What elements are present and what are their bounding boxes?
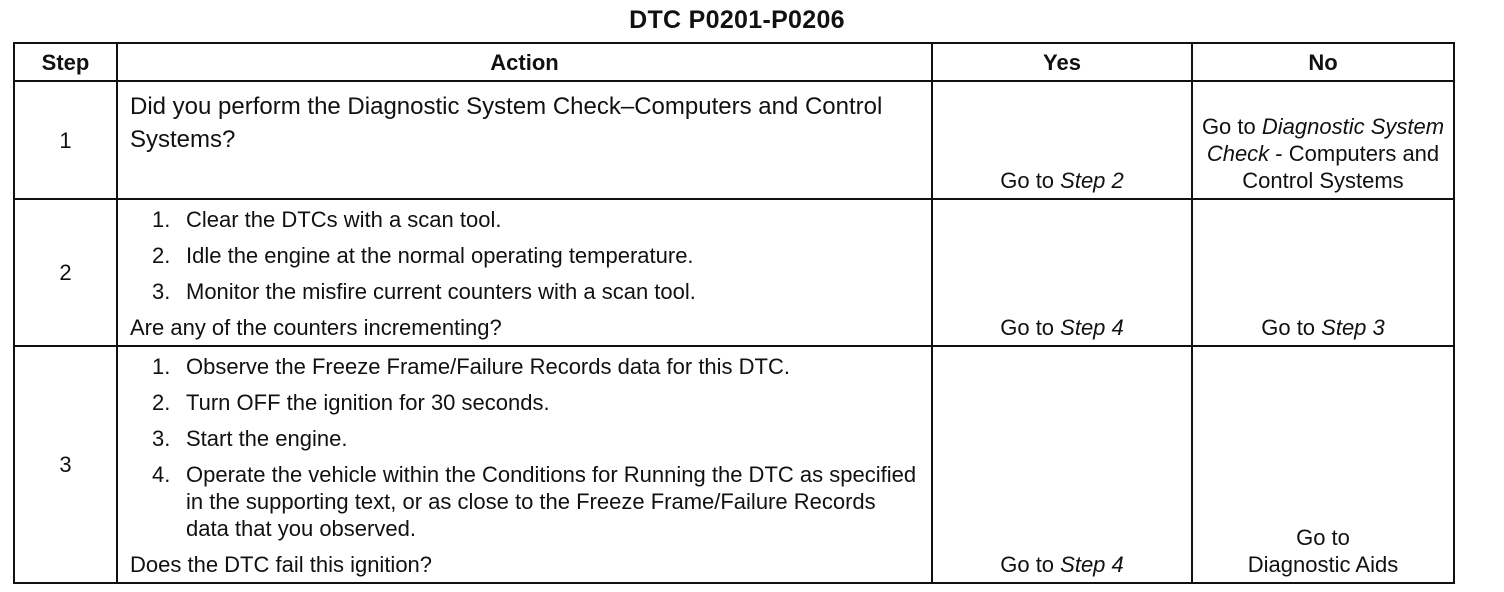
list-item bbox=[152, 389, 919, 416]
yes-cell bbox=[932, 346, 1192, 583]
page-title: DTC P0201-P0206 bbox=[629, 6, 845, 34]
step-number: 1 bbox=[14, 81, 117, 199]
action-cell bbox=[117, 81, 932, 199]
item-number: 1. bbox=[152, 354, 171, 379]
no-prefix: Go to bbox=[1201, 114, 1262, 139]
no-prefix: Go to bbox=[1261, 315, 1322, 340]
item-number: 2. bbox=[152, 243, 171, 268]
item-number: 2. bbox=[152, 390, 171, 415]
table-row bbox=[14, 199, 1454, 346]
diagnostic-table bbox=[13, 42, 1455, 584]
action-question: Does the DTC fail this ignition? bbox=[130, 552, 433, 577]
action-question: Did you perform the Diagnostic System Check–Computers and Control Systems? bbox=[130, 93, 883, 153]
item-text: Idle the engine at the normal operating temperature. bbox=[186, 243, 694, 268]
yes-step-link[interactable]: Step 4 bbox=[1060, 552, 1124, 577]
no-diagnostic-aids-link[interactable]: Diagnostic Aids bbox=[1247, 552, 1399, 577]
action-cell bbox=[117, 346, 932, 583]
header-action: Action bbox=[117, 43, 932, 81]
table-row bbox=[14, 81, 1454, 199]
yes-prefix: Go to bbox=[1000, 552, 1061, 577]
item-number: 3. bbox=[152, 426, 171, 451]
action-list bbox=[130, 353, 919, 542]
item-text: Monitor the misfire current counters with a scan tool. bbox=[186, 279, 696, 304]
item-text: Start the engine. bbox=[186, 426, 348, 451]
list-item bbox=[152, 425, 919, 452]
header-no: No bbox=[1192, 43, 1454, 81]
yes-cell bbox=[932, 199, 1192, 346]
list-item bbox=[152, 242, 919, 269]
list-item bbox=[152, 278, 919, 305]
item-text: Operate the vehicle within the Conditions for Running the DTC as specified in the supporting text, or as close to the Freeze Frame/Failure Records data that you observed. bbox=[186, 462, 917, 541]
no-cell bbox=[1192, 346, 1454, 583]
item-text: Clear the DTCs with a scan tool. bbox=[186, 207, 502, 232]
yes-step-link[interactable]: Step 4 bbox=[1060, 315, 1124, 340]
no-line-1: Go to bbox=[1296, 525, 1350, 550]
table-header-row bbox=[14, 43, 1454, 81]
header-step: Step bbox=[14, 43, 117, 81]
item-text: Turn OFF the ignition for 30 seconds. bbox=[186, 390, 550, 415]
no-cell bbox=[1192, 199, 1454, 346]
table-row bbox=[14, 346, 1454, 583]
step-number: 2 bbox=[14, 199, 117, 346]
list-item bbox=[152, 206, 919, 233]
yes-prefix: Go to bbox=[1000, 315, 1061, 340]
no-suffix: - Computers and Control Systems bbox=[1242, 141, 1440, 193]
no-diagnostic-link[interactable]: Diagnostic System Check bbox=[1206, 114, 1445, 166]
action-question: Are any of the counters incrementing? bbox=[130, 315, 502, 340]
header-yes: Yes bbox=[932, 43, 1192, 81]
no-cell bbox=[1192, 81, 1454, 199]
item-text: Observe the Freeze Frame/Failure Records data for this DTC. bbox=[186, 354, 790, 379]
yes-prefix: Go to bbox=[1000, 168, 1061, 193]
step-number: 3 bbox=[14, 346, 117, 583]
action-list bbox=[130, 206, 919, 305]
yes-step-link[interactable]: Step 2 bbox=[1060, 168, 1124, 193]
list-item bbox=[152, 461, 919, 542]
no-step-link[interactable]: Step 3 bbox=[1321, 315, 1385, 340]
item-number: 4. bbox=[152, 462, 171, 487]
list-item bbox=[152, 353, 919, 380]
item-number: 1. bbox=[152, 207, 171, 232]
yes-cell bbox=[932, 81, 1192, 199]
item-number: 3. bbox=[152, 279, 171, 304]
action-cell bbox=[117, 199, 932, 346]
